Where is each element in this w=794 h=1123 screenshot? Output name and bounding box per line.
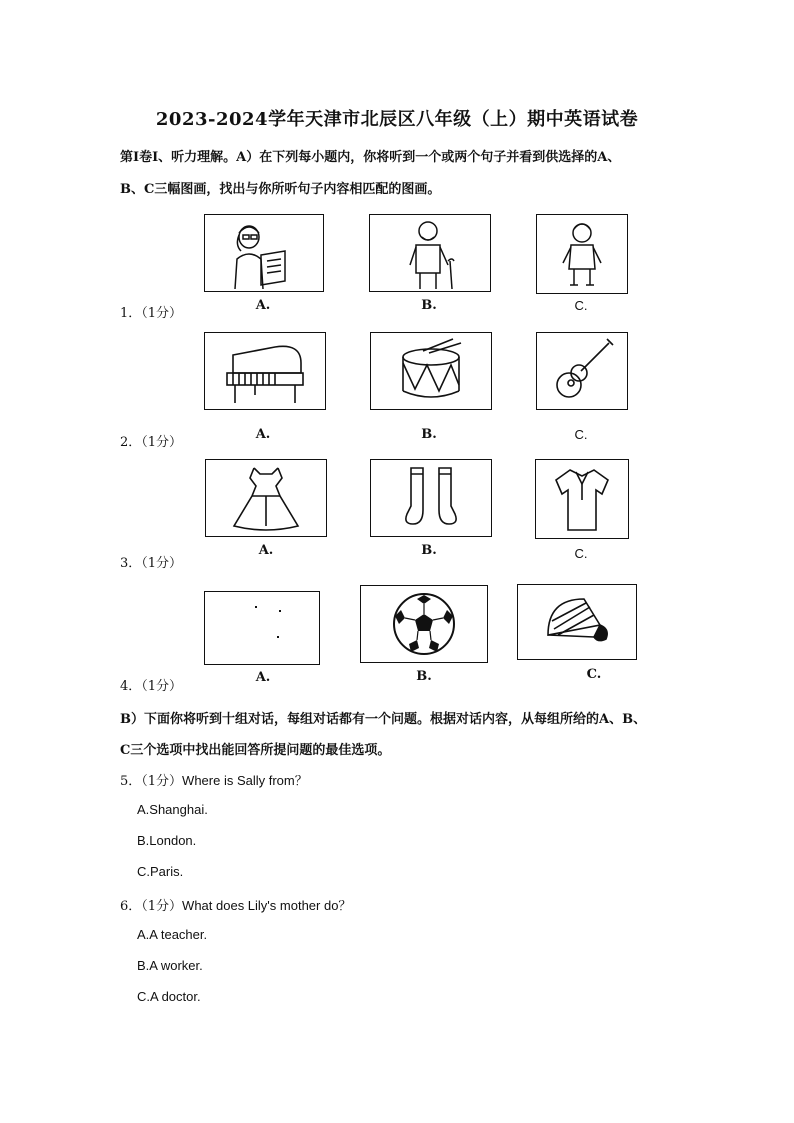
section-b-intro-line-1: B）下面你将听到十组对话，每组对话都有一个问题。根据对话内容，从每组所给的A、B、 bbox=[120, 712, 647, 727]
guitar-icon bbox=[537, 333, 627, 409]
q4-picture-a bbox=[204, 591, 320, 665]
reading-woman-icon bbox=[205, 215, 323, 291]
boy-icon bbox=[537, 215, 627, 293]
section-a-intro-line-1: 第Ⅰ卷Ⅰ、听力理解。A）在下列每小题内，你将听到一个或两个句子并看到供选择的A、 bbox=[120, 150, 621, 165]
q4-picture-c bbox=[517, 584, 637, 660]
q6-option-b: B.A worker. bbox=[137, 958, 203, 973]
q4-label-a: A. bbox=[255, 670, 271, 685]
drum-icon bbox=[371, 333, 491, 409]
shirt-icon bbox=[536, 460, 628, 538]
question-6 bbox=[120, 895, 351, 914]
section-b-intro-line-2: C三个选项中找出能回答所提问题的最佳选项。 bbox=[120, 743, 391, 758]
q5-option-b: B.London. bbox=[137, 833, 197, 848]
question-3-number: 3．（1分） bbox=[120, 556, 183, 571]
question-2-number: 2．（1分） bbox=[120, 435, 183, 450]
q1-picture-c bbox=[536, 214, 628, 294]
question-5-number: 5．（1分） bbox=[120, 774, 183, 789]
q3-picture-c bbox=[535, 459, 629, 539]
shuttlecock-icon bbox=[518, 585, 636, 659]
q4-label-c: C. bbox=[586, 667, 602, 682]
socks-icon bbox=[371, 460, 491, 536]
soccer-ball-icon bbox=[361, 586, 487, 662]
section-a-intro-line-2: B、C三幅图画，找出与你所听句子内容相匹配的图画。 bbox=[120, 182, 441, 197]
q5-option-c: C.Paris. bbox=[137, 864, 184, 879]
piano-icon bbox=[205, 333, 325, 409]
q2-label-a: A. bbox=[255, 427, 271, 442]
q4-label-b: B. bbox=[416, 669, 432, 684]
question-6-number: 6．（1分） bbox=[120, 899, 183, 914]
q4-picture-b bbox=[360, 585, 488, 663]
q3-picture-a bbox=[205, 459, 327, 537]
q1-label-a: A. bbox=[255, 298, 271, 313]
q3-picture-b bbox=[370, 459, 492, 537]
question-4-number: 4．（1分） bbox=[120, 679, 183, 694]
question-5 bbox=[120, 770, 308, 789]
old-man-cane-icon bbox=[370, 215, 490, 291]
q2-picture-b bbox=[370, 332, 492, 410]
question-5-text: Where is Sally from？ bbox=[182, 773, 308, 788]
q2-picture-c bbox=[536, 332, 628, 410]
dress-icon bbox=[206, 460, 326, 536]
question-6-text: What does Lily's mother do？ bbox=[182, 898, 352, 913]
q1-picture-a bbox=[204, 214, 324, 292]
q1-picture-b bbox=[369, 214, 491, 292]
q2-label-b: B. bbox=[421, 427, 437, 442]
question-1-number: 1．（1分） bbox=[120, 306, 183, 321]
q6-option-c: C.A doctor. bbox=[137, 989, 201, 1004]
q1-label-b: B. bbox=[421, 298, 437, 313]
q3-label-b: B. bbox=[421, 543, 437, 558]
q6-option-a: A.A teacher. bbox=[137, 927, 208, 942]
blank-icon bbox=[205, 592, 319, 664]
q3-label-c: C. bbox=[574, 546, 588, 561]
page-title: 2023-2024学年天津市北辰区八年级（上）期中英语试卷 bbox=[155, 109, 639, 130]
q2-picture-a bbox=[204, 332, 326, 410]
q3-label-a: A. bbox=[258, 543, 274, 558]
q1-label-c: C. bbox=[574, 298, 588, 313]
q5-option-a: A.Shanghai. bbox=[137, 802, 208, 817]
q2-label-c: C. bbox=[574, 427, 588, 442]
